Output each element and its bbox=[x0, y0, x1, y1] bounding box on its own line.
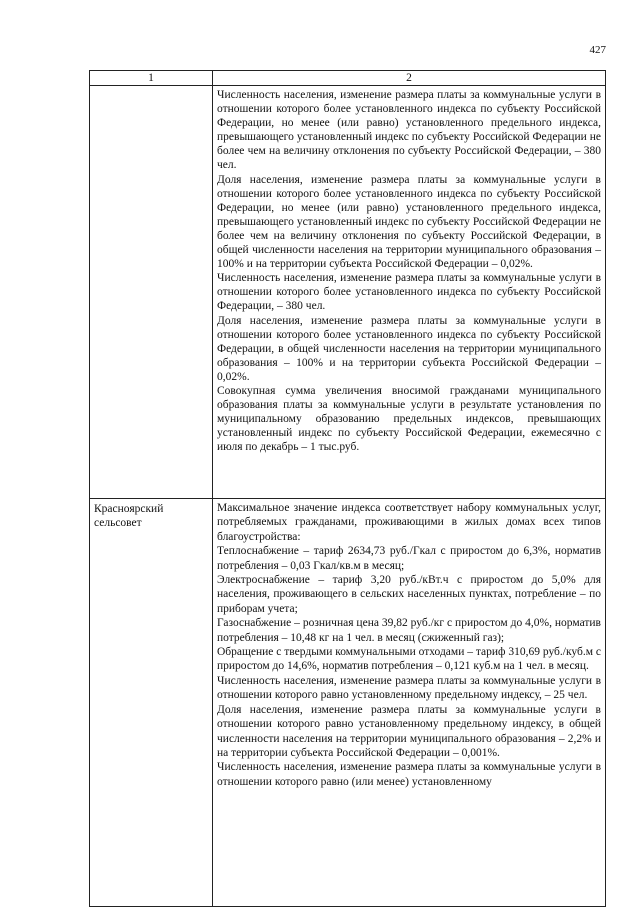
paragraph: Теплоснабжение – тариф 2634,73 руб./Гкал с приростом до 6,3%, норматив потребления – 0,03 Гкал/кв.м в месяц; bbox=[217, 545, 601, 572]
indicators-cell bbox=[213, 499, 606, 907]
paragraph: Доля населения, изменение размера платы за коммунальные услуги в отношении которого равно установленному предельному индексу, в общей численности населения на территории муниципального образования – 2,2% и на территории субъекта Российской Федерации – 0,001%. bbox=[217, 703, 601, 759]
municipality-cell bbox=[90, 86, 213, 499]
table-header-row bbox=[90, 71, 606, 86]
paragraph: Обращение с твердыми коммунальными отходами – тариф 310,69 руб./куб.м с приростом до 14,6%, норматив потребления – 0,121 куб.м на 1 чел. в месяц. bbox=[217, 646, 601, 673]
paragraph: Численность населения, изменение размера платы за коммунальные услуги в отношении которого равно (или менее) установленному bbox=[217, 761, 601, 788]
paragraph: Совокупная сумма увеличения вносимой гражданами муниципального образования платы за коммунальные услуги в результате установления по муниципальному образованию предельных индексов, превышающих установленный индекс по субъекту Российской Федерации, ежемесячно с июля по декабрь – 1 тыс.руб. bbox=[217, 384, 601, 454]
paragraph: Доля населения, изменение размера платы за коммунальные услуги в отношении которого более установленного индекса по субъекту Российской Федерации, в общей численности населения на территории муниципального образования – 100% и на территории субъекта Российской Федерации – 0,02%. bbox=[217, 314, 601, 383]
page-number: 427 bbox=[589, 44, 606, 56]
municipality-cell: Красноярский сельсовет bbox=[90, 499, 213, 907]
column-header-2: 2 bbox=[213, 71, 606, 86]
column-header-1: 1 bbox=[90, 71, 213, 86]
paragraph: Численность населения, изменение размера платы за коммунальные услуги в отношении которого более установленного индекса по субъекту Российской Федерации, – 380 чел. bbox=[217, 272, 601, 313]
indicators-cell bbox=[213, 86, 606, 499]
paragraph: Численность населения, изменение размера платы за коммунальные услуги в отношении которого более установленного индекса по субъекту Российской Федерации, но менее (или равно) установленного предельного индекса, превышающего установленный индекс по субъекту Российской Федерации не более чем на величину отклонения по субъекту Российской Федерации, – 380 чел. bbox=[217, 89, 601, 172]
table-row bbox=[90, 499, 606, 907]
paragraph: Электроснабжение – тариф 3,20 руб./кВт.ч с приростом до 5,0% для населения, проживающего в сельских населенных пунктах, потребление – по приборам учета; bbox=[217, 574, 601, 615]
paragraph: Численность населения, изменение размера платы за коммунальные услуги в отношении которого равно установленному предельному индексу, – 25 чел. bbox=[217, 674, 601, 702]
paragraph: Доля населения, изменение размера платы за коммунальные услуги в отношении которого более установленного индекса по субъекту Российской Федерации, но менее (или равно) установленного предельного индекса, превышающего установленный индекс по субъекту Российской Федерации не более чем на величину отклонения по субъекту Российской Федерации, в общей численности населения на территории муниципального образования – 100% и на территории субъекта Российской Федерации – 0,02%. bbox=[217, 173, 601, 271]
tariff-table bbox=[89, 70, 606, 907]
table-row bbox=[90, 86, 606, 499]
paragraph: Максимальное значение индекса соответствует набору коммунальных услуг, потребляемых гражданами, проживающими в жилых домах всех типов благоустройства: bbox=[217, 502, 601, 543]
paragraph: Газоснабжение – розничная цена 39,82 руб./кг с приростом до 4,0%, норматив потребления – 10,48 кг на 1 чел. в месяц (сжиженный газ); bbox=[217, 617, 601, 644]
